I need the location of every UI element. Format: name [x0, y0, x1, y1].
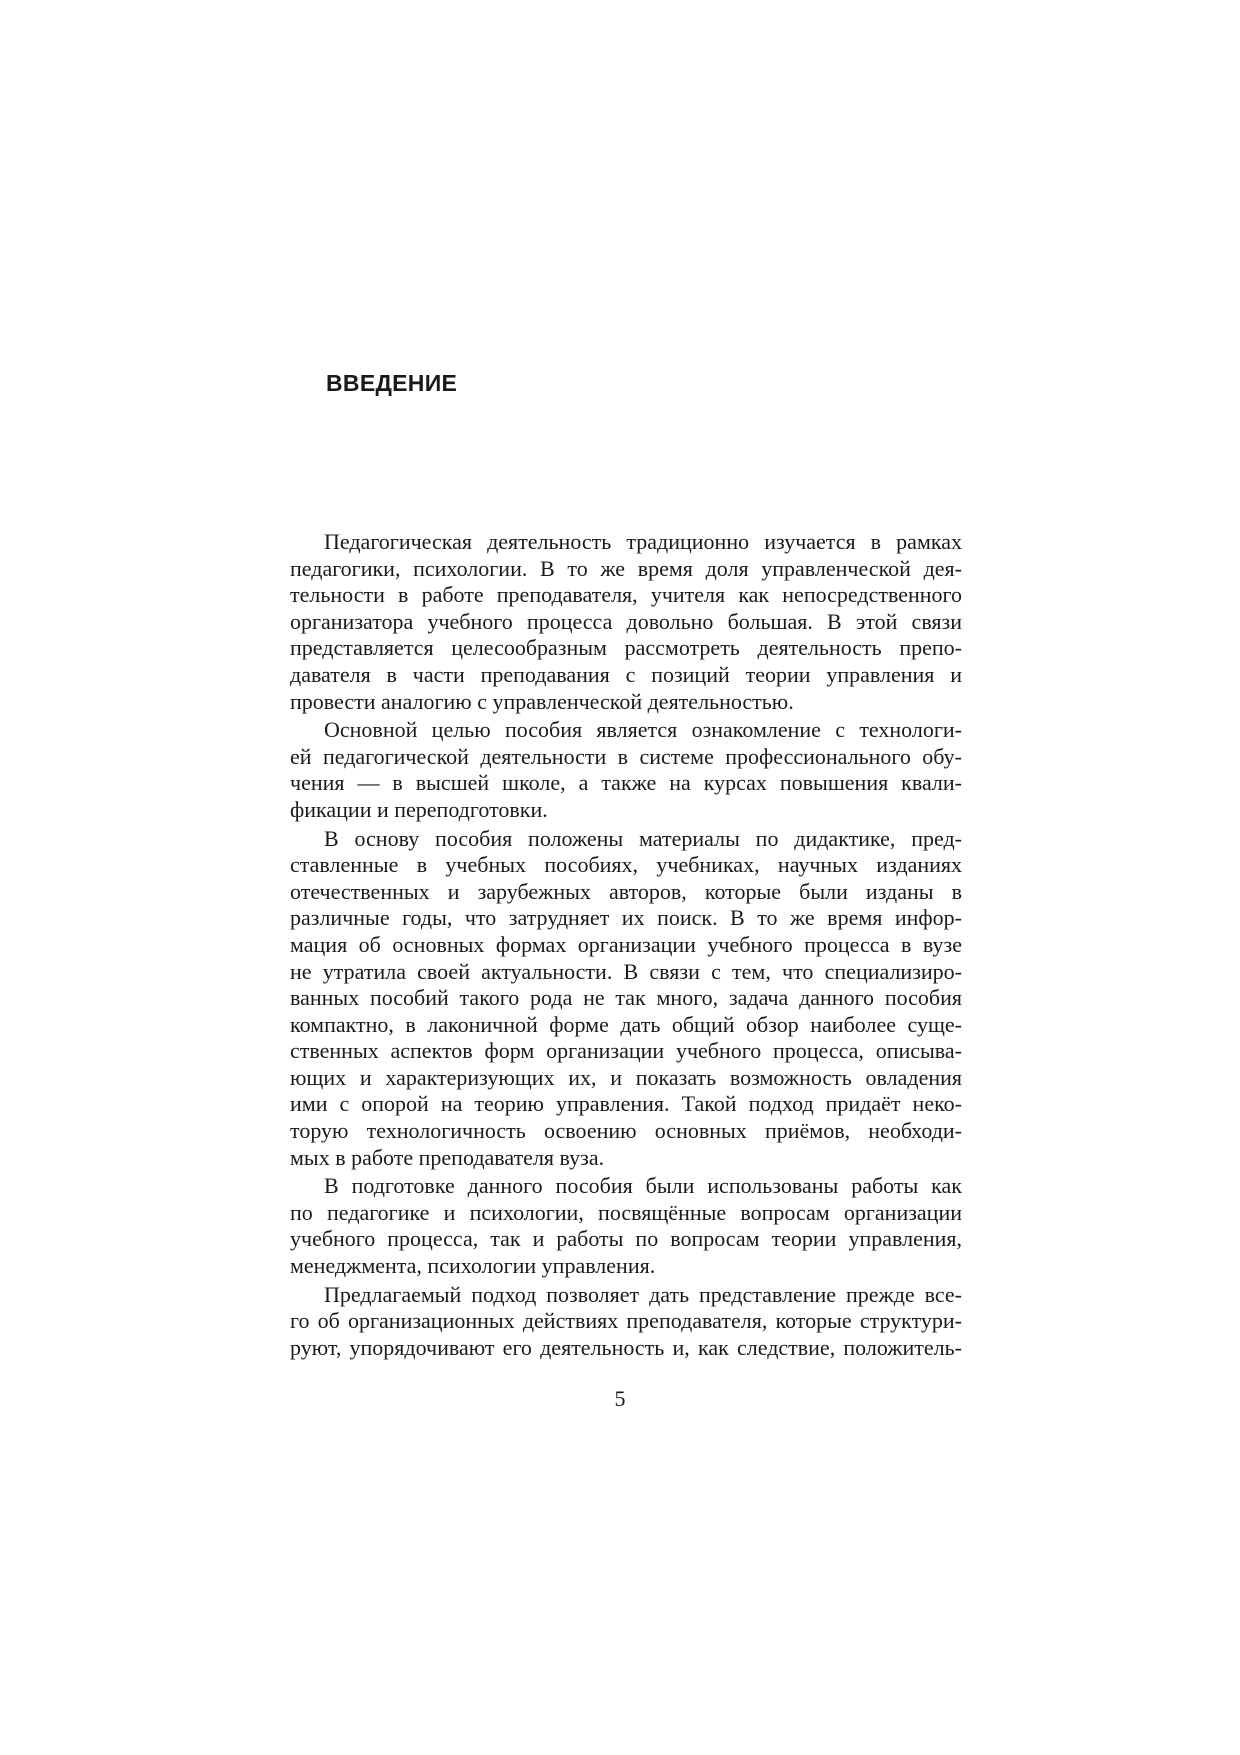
text-line: го об организационных действиях преподавателя, которые структури-	[290, 1308, 962, 1334]
text-line: не утратила своей актуальности. В связи с тем, что специализиро-	[290, 958, 962, 984]
text-line: отечественных и зарубежных авторов, которые были изданы в	[290, 878, 962, 904]
text-line: торую технологичность освоению основных приёмов, необходи-	[290, 1118, 962, 1144]
text-line: ванных пособий такого рода не так много, задача данного пособия	[290, 985, 962, 1011]
text-line: В основу пособия положены материалы по дидактике, пред-	[324, 825, 962, 851]
text-line: компактно, в лаконичной форме дать общий обзор наиболее суще-	[290, 1011, 962, 1037]
paragraph	[290, 529, 962, 715]
text-line: мых в работе преподавателя вуза.	[290, 1144, 605, 1170]
text-line: учебного процесса, так и работы по вопросам теории управления,	[290, 1226, 962, 1252]
paragraph	[290, 1173, 962, 1279]
text-line: по педагогике и психологии, посвящённые вопросам организации	[290, 1199, 962, 1225]
text-line: ющих и характеризующих их, и показать возможность овладения	[290, 1064, 962, 1090]
paragraph	[290, 1282, 962, 1362]
body-text	[290, 529, 962, 1363]
text-line: педагогики, психологии. В то же время доля управленческой дея-	[290, 555, 962, 581]
paragraph	[290, 826, 962, 1172]
text-line: Основной целью пособия является ознакомление с технологи-	[324, 717, 962, 743]
text-line: ими с опорой на теорию управления. Такой подход придаёт неко-	[290, 1091, 962, 1117]
text-line: ственных аспектов форм организации учебного процесса, описыва-	[290, 1038, 962, 1064]
text-line: руют, упорядочивают его деятельность и, как следствие, положитель-	[290, 1334, 962, 1360]
text-line: В подготовке данного пособия были использованы работы как	[324, 1173, 962, 1199]
text-line: давателя в части преподавания с позиций теории управления и	[290, 661, 962, 687]
text-line: различные годы, что затрудняет их поиск. В то же время инфор-	[290, 905, 962, 931]
text-line: чения — в высшей школе, а также на курсах повышения квали-	[290, 770, 962, 796]
text-line: провести аналогию с управленческой деятельностью.	[290, 688, 794, 714]
text-line: Предлагаемый подход позволяет дать представление прежде все-	[324, 1281, 962, 1307]
text-line: представляется целесообразным рассмотреть деятельность препо-	[290, 635, 962, 661]
text-line: мация об основных формах организации учебного процесса в вузе	[290, 931, 962, 957]
text-line: тельности в работе преподавателя, учителя как непосредственного	[290, 582, 962, 608]
text-line: Педагогическая деятельность традиционно изучается в рамках	[324, 529, 962, 554]
text-line: организатора учебного процесса довольно большая. В этой связи	[290, 608, 962, 634]
text-line: менеджмента, психологии управления.	[290, 1253, 656, 1279]
paragraph	[290, 717, 962, 823]
text-line: ей педагогической деятельности в системе профессионального обу-	[290, 743, 962, 769]
text-line: фикации и переподготовки.	[290, 796, 548, 822]
page-number: 5	[614, 1386, 626, 1411]
chapter-title: ВВЕДЕНИЕ	[326, 370, 458, 396]
text-line: ставленные в учебных пособиях, учебниках, научных изданиях	[290, 852, 962, 878]
